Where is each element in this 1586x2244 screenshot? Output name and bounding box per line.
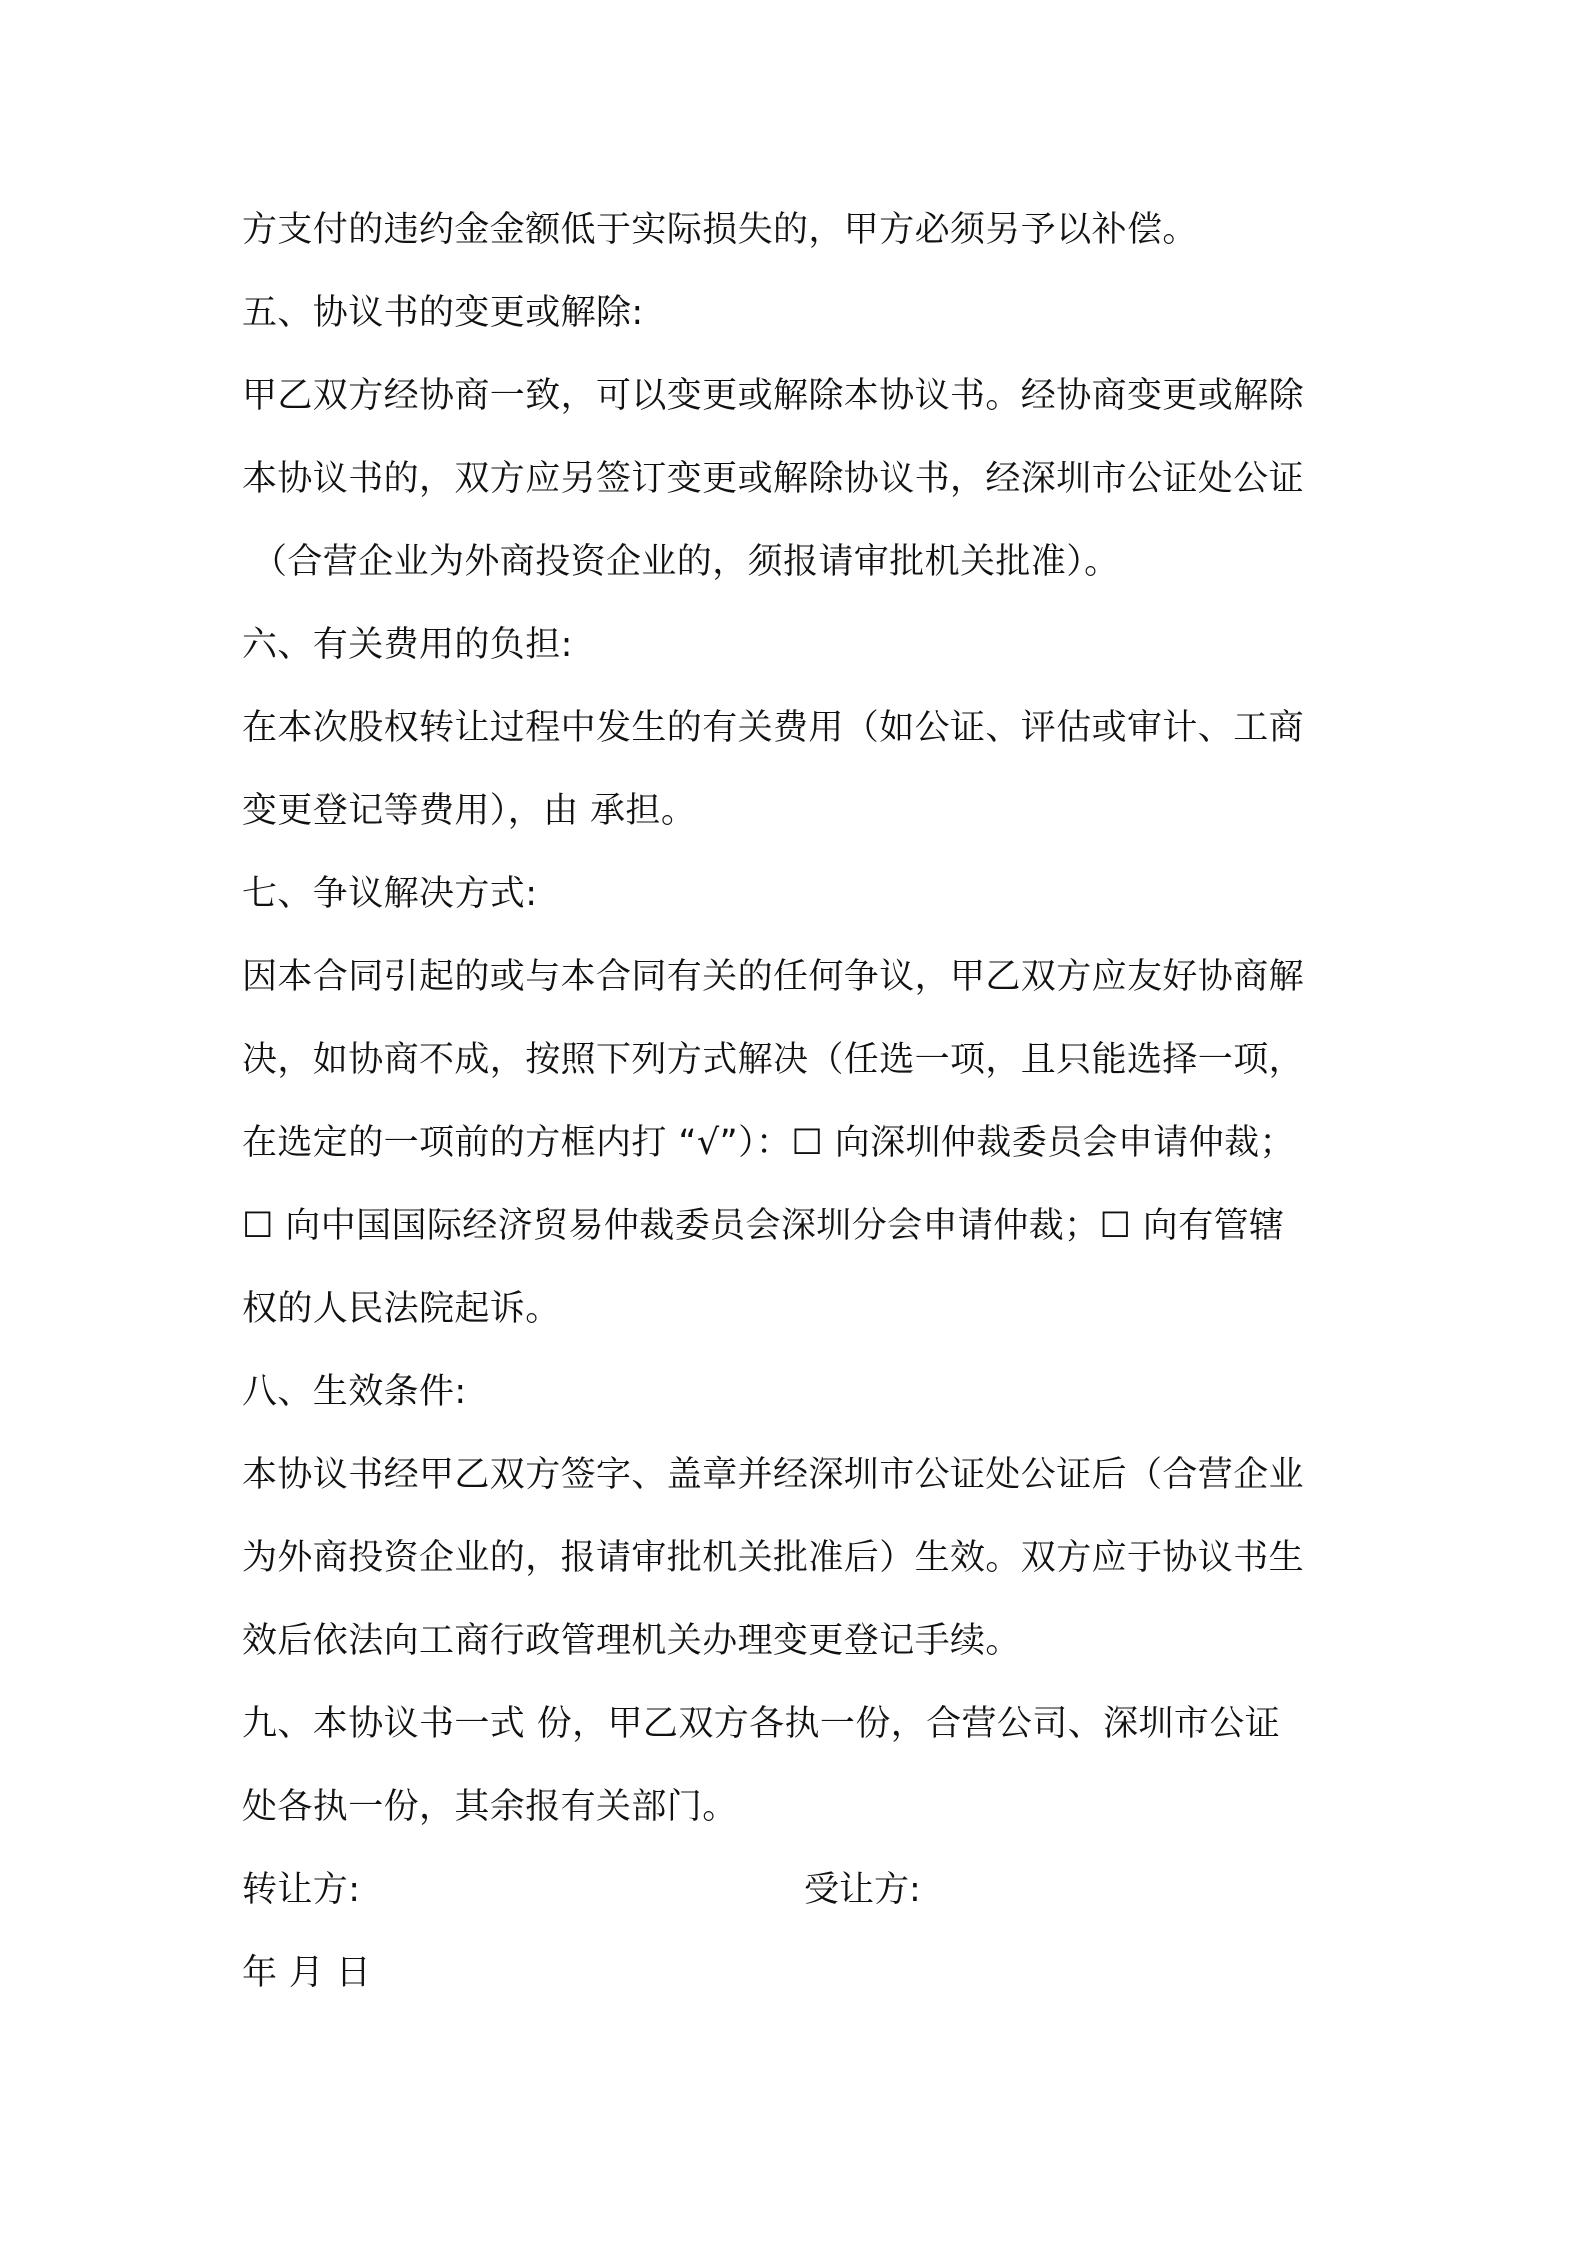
body-line-12: 在选定的一项前的方框内打 “√”）：☐ 向深圳仲裁委员会申请仲裁； [242,1123,1295,1163]
section-heading-9: 九、本协议书一式 份，甲乙双方各执一份，合营公司、深圳市公证 [242,1704,1281,1744]
section-heading-7: 七、争议解决方式: [242,874,538,914]
section-heading-5: 五、协议书的变更或解除: [242,293,644,333]
section-heading-8: 八、生效条件: [242,1372,467,1412]
body-line-1: 方支付的违约金金额低于实际损失的，甲方必须另予以补偿。 [242,210,1198,250]
body-line-10: 因本合同引起的或与本合同有关的任何争议，甲乙双方应友好协商解 [242,957,1305,997]
body-line-4: 本协议书的，双方应另签订变更或解除协议书，经深圳市公证处公证 [242,459,1305,499]
body-line-11: 决，如协商不成，按照下列方式解决（任选一项，且只能选择一项， [242,1040,1305,1080]
section-heading-6: 六、有关费用的负担: [242,625,573,665]
transferor-label: 转让方: [242,1870,361,1910]
date-line: 年 月 日 [242,1953,372,1993]
body-line-13: ☐ 向中国国际经济贸易仲裁委员会深圳分会申请仲裁；☐ 向有管辖 [242,1206,1285,1246]
body-line-18: 效后依法向工商行政管理机关办理变更登记手续。 [242,1621,1021,1661]
body-line-3: 甲乙双方经协商一致，可以变更或解除本协议书。经协商变更或解除 [242,376,1305,416]
body-line-14: 权的人民法院起诉。 [242,1289,561,1329]
body-line-20: 处各执一份，其余报有关部门。 [242,1787,738,1827]
transferee-label: 受让方: [804,1870,921,1910]
body-line-5: （合营企业为外商投资企业的，须报请审批机关批准）。 [252,542,1120,582]
body-line-7: 在本次股权转让过程中发生的有关费用（如公证、评估或审计、工商 [242,708,1305,748]
body-line-8: 变更登记等费用），由 承担。 [242,791,697,831]
body-line-16: 本协议书经甲乙双方签字、盖章并经深圳市公证处公证后（合营企业 [242,1455,1305,1495]
body-line-17: 为外商投资企业的，报请审批机关批准后）生效。双方应于协议书生 [242,1538,1305,1578]
